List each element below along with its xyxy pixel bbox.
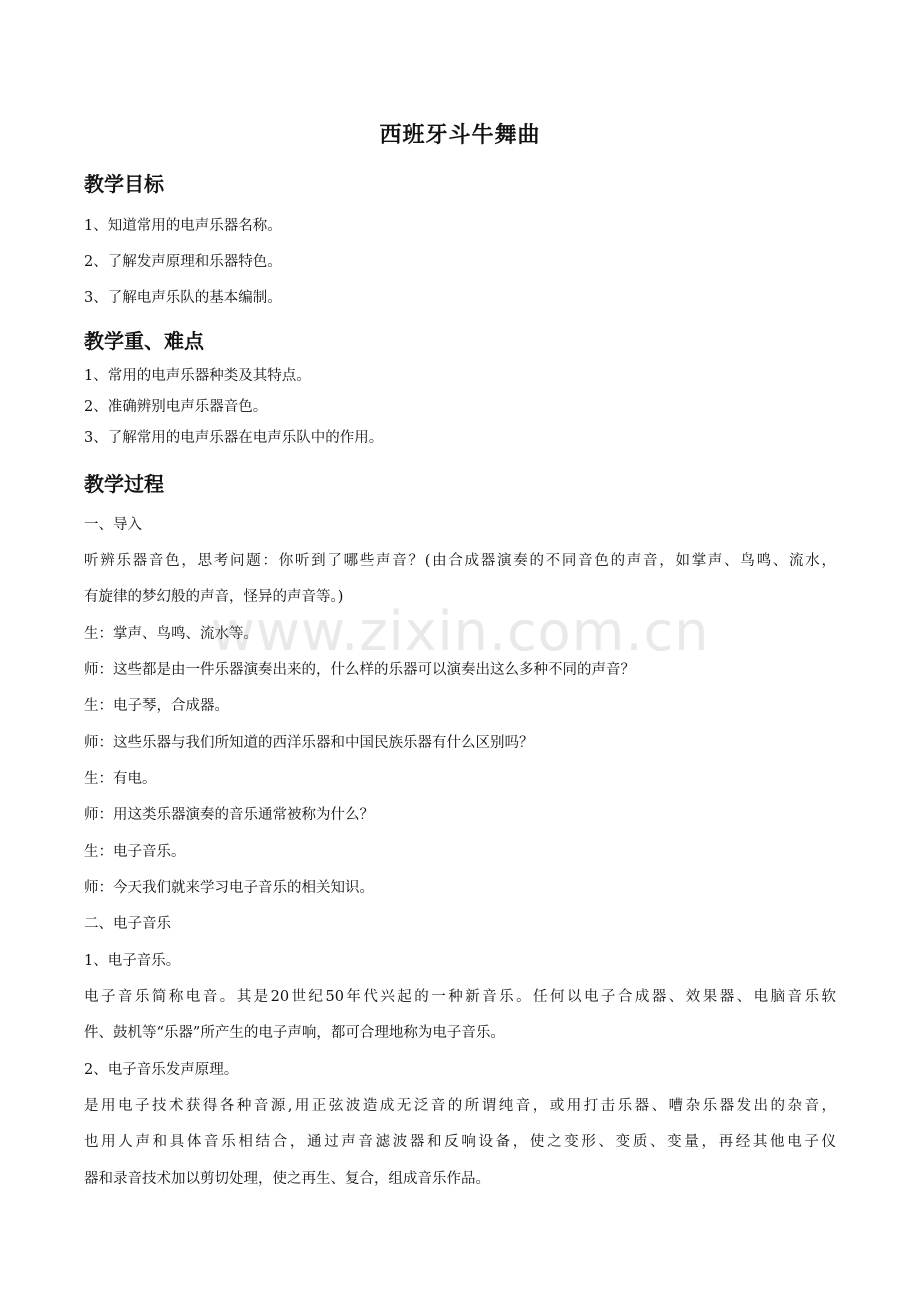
paragraph-line: 件、鼓机等“乐器”所产生的电子声响，都可合理地称为电子音乐。 bbox=[84, 1025, 505, 1041]
dialogue-line: 师：这些乐器与我们所知道的西洋乐器和中国民族乐器有什么区别吗？ bbox=[84, 735, 534, 751]
dialogue-line: 生：电子琴，合成器。 bbox=[84, 698, 229, 714]
objective-item: 3、了解电声乐队的基本编制。 bbox=[84, 290, 282, 306]
paragraph-line: 器和录音技术加以剪切处理，使之再生、复合，组成音乐作品。 bbox=[84, 1171, 490, 1187]
subheading-line: 1、电子音乐。 bbox=[84, 953, 181, 969]
dialogue-line: 生：电子音乐。 bbox=[84, 844, 186, 860]
paragraph-line: 听辨乐器音色，思考问题：你听到了哪些声音？(由合成器演奏的不同音色的声音，如掌声、鸟鸣、流水， bbox=[84, 553, 836, 569]
dialogue-line: 师：今天我们就来学习电子音乐的相关知识。 bbox=[84, 880, 374, 896]
key-point-item: 2、准确辨别电声乐器音色。 bbox=[84, 399, 268, 415]
heading-key-points: 教学重、难点 bbox=[84, 329, 204, 353]
document-title: 西班牙斗牛舞曲 bbox=[379, 123, 541, 148]
heading-process: 教学过程 bbox=[84, 472, 164, 496]
dialogue-line: 师：用这类乐器演奏的音乐通常被称为什么？ bbox=[84, 807, 374, 823]
section-heading-electronic-music: 二、电子音乐 bbox=[84, 916, 171, 932]
dialogue-line: 师：这些都是由一件乐器演奏出来的，什么样的乐器可以演奏出这么多种不同的声音？ bbox=[84, 662, 635, 678]
paragraph-line: 有旋律的梦幻般的声音，怪异的声音等。) bbox=[84, 589, 344, 605]
objective-item: 2、了解发声原理和乐器特色。 bbox=[84, 254, 282, 270]
paragraph-line: 也用人声和具体音乐相结合，通过声音滤波器和反响设备，使之变形、变质、变量，再经其他电子仪 bbox=[84, 1134, 836, 1150]
dialogue-line: 生：掌声、鸟鸣、流水等。 bbox=[84, 626, 258, 642]
dialogue-line: 生：有电。 bbox=[84, 771, 157, 787]
watermark: www.zixin.com.cn bbox=[210, 600, 710, 663]
objective-item: 1、知道常用的电声乐器名称。 bbox=[84, 218, 282, 234]
paragraph-line: 电子音乐简称电音。其是20世纪50年代兴起的一种新音乐。任何以电子合成器、效果器、电脑音乐软 bbox=[84, 989, 836, 1005]
paragraph-line: 是用电子技术获得各种音源,用正弦波造成无泛音的所谓纯音，或用打击乐器、嘈杂乐器发出的杂音， bbox=[84, 1098, 836, 1114]
subheading-line: 2、电子音乐发声原理。 bbox=[84, 1062, 239, 1078]
section-heading-intro: 一、导入 bbox=[84, 517, 142, 533]
key-point-item: 1、常用的电声乐器种类及其特点。 bbox=[84, 368, 311, 384]
heading-objectives: 教学目标 bbox=[84, 172, 164, 196]
key-point-item: 3、了解常用的电声乐器在电声乐队中的作用。 bbox=[84, 430, 384, 446]
